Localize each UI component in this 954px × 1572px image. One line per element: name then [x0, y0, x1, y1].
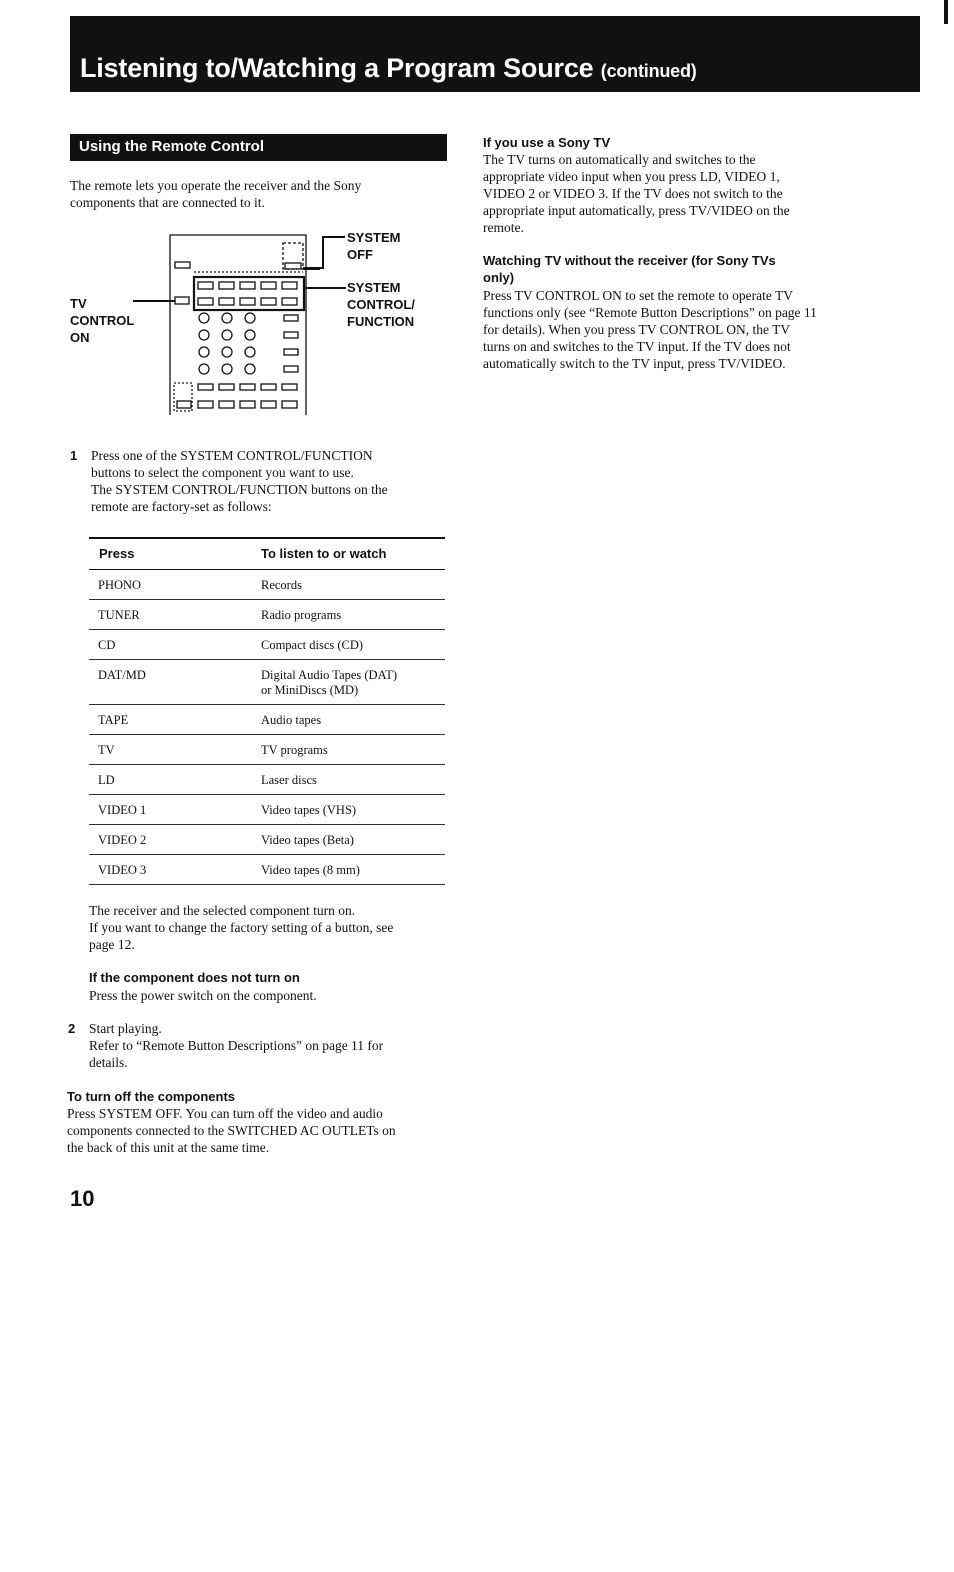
table-cell-watch — [261, 743, 328, 758]
system-off-label — [347, 229, 400, 263]
text-line: If you want to change the factory setting of a button, see — [89, 920, 394, 935]
system-off-callout-vertical — [322, 236, 324, 269]
table-cell-press: TV — [98, 743, 115, 757]
table-header-press: Press — [99, 546, 135, 561]
table-cell-watch-line: Video tapes (8 mm) — [261, 863, 360, 877]
remote-control-diagram — [160, 225, 320, 420]
table-cell-press: TAPE — [98, 713, 129, 727]
table-row — [89, 855, 445, 885]
label-line: TV — [70, 296, 87, 311]
table-cell-watch-line: Video tapes (Beta) — [261, 833, 354, 847]
turn-off-heading: To turn off the components — [67, 1089, 236, 1104]
table-row — [89, 795, 445, 825]
text-line: VIDEO 2 or VIDEO 3. If the TV does not switch to the — [483, 186, 783, 201]
table-cell-watch-line: Radio programs — [261, 608, 342, 622]
table-cell-watch — [261, 638, 363, 653]
step-line: Refer to “Remote Button Descriptions” on page 11 for — [89, 1038, 384, 1053]
label-line: OFF — [347, 247, 373, 262]
table-row — [89, 630, 445, 660]
label-line: CONTROL — [70, 313, 135, 328]
table-row — [89, 735, 445, 765]
intro-paragraph — [70, 177, 361, 211]
system-control-label — [347, 279, 415, 330]
table-cell-watch-line: Laser discs — [261, 773, 317, 787]
step-line: Press one of the SYSTEM CONTROL/FUNCTION — [91, 448, 373, 463]
text-line: appropriate input automatically, press TV/VIDEO on the — [483, 203, 790, 218]
table-cell-watch-line: Digital Audio Tapes (DAT) — [261, 668, 398, 682]
text-line: automatically switch to the TV input, press TV/VIDEO. — [483, 356, 786, 371]
table-cell-press: LD — [98, 773, 115, 787]
text-line: turns on and switches to the TV input. If the TV does not — [483, 339, 791, 354]
table-cell-press: VIDEO 3 — [98, 863, 147, 877]
tv-control-button — [175, 297, 189, 304]
text-line: The receiver and the selected component turn on. — [89, 903, 356, 918]
step-2-number: 2 — [68, 1021, 76, 1036]
label-line: SYSTEM — [347, 230, 401, 245]
text-line: Press TV CONTROL ON to set the remote to operate TV — [483, 288, 793, 303]
table-cell-watch — [261, 668, 397, 698]
step-line: details. — [89, 1055, 128, 1070]
label-line: SYSTEM — [347, 280, 401, 295]
table-cell-press: DAT/MD — [98, 668, 146, 682]
table-cell-press: VIDEO 2 — [98, 833, 147, 847]
table-cell-watch — [261, 803, 356, 818]
table-cell-watch — [261, 773, 317, 788]
table-row — [89, 660, 445, 705]
table-row — [89, 825, 445, 855]
table-cell-watch — [261, 833, 354, 848]
sony-tv-text — [483, 151, 790, 236]
table-cell-watch — [261, 863, 360, 878]
table-cell-watch-line: or MiniDiscs (MD) — [261, 683, 359, 697]
label-line: FUNCTION — [347, 314, 415, 329]
page-title — [80, 53, 697, 84]
system-off-button — [285, 263, 301, 269]
tv-control-label — [70, 295, 134, 346]
table-cell-press: TUNER — [98, 608, 140, 622]
header-bar — [70, 16, 920, 92]
label-line: CONTROL/ — [347, 297, 415, 312]
label-line: ON — [70, 330, 90, 345]
sony-tv-heading: If you use a Sony TV — [483, 135, 611, 150]
table-row — [89, 705, 445, 735]
table-row — [89, 600, 445, 630]
turn-off-text — [67, 1105, 396, 1156]
text-line: Press SYSTEM OFF. You can turn off the video and audio — [67, 1106, 383, 1121]
table-row — [89, 765, 445, 795]
text-line: remote. — [483, 220, 524, 235]
step-line: Start playing. — [89, 1021, 162, 1036]
edge-mark — [944, 0, 948, 24]
table-cell-press: CD — [98, 638, 116, 652]
text-line: the back of this unit at the same time. — [67, 1140, 270, 1155]
table-cell-press: PHONO — [98, 578, 142, 592]
section-heading-text: Using the Remote Control — [79, 138, 265, 155]
table-cell-watch-line: Video tapes (VHS) — [261, 803, 357, 817]
intro-line: components that are connected to it. — [70, 195, 265, 210]
text-line: components connected to the SWITCHED AC OUTLETs on — [67, 1123, 396, 1138]
step-line: buttons to select the component you want to use. — [91, 465, 354, 480]
remote-button — [175, 262, 190, 268]
text-line: appropriate video input when you press LD, VIDEO 1, — [483, 169, 780, 184]
table-cell-watch-line: Audio tapes — [261, 713, 322, 727]
step-line: remote are factory-set as follows: — [91, 499, 272, 514]
table-row — [89, 570, 445, 600]
table-cell-watch-line: TV programs — [261, 743, 328, 757]
step-2-text — [89, 1020, 383, 1071]
watching-tv-heading — [483, 252, 776, 286]
system-off-area — [283, 243, 303, 269]
heading-line: Watching TV without the receiver (for Sony TVs — [483, 253, 776, 268]
text-line: for details). When you press TV CONTROL ON, the TV — [483, 322, 791, 337]
system-off-callout-bottom — [303, 267, 324, 269]
watching-tv-text — [483, 287, 817, 372]
table-cell-press: VIDEO 1 — [98, 803, 147, 817]
page-number: 10 — [70, 1186, 95, 1211]
step-1-text — [91, 447, 388, 515]
table-cell-watch — [261, 608, 341, 623]
after-table-text — [89, 902, 393, 953]
page-title-continued: (continued) — [600, 61, 697, 81]
table-cell-watch-line: Compact discs (CD) — [261, 638, 364, 652]
table-cell-watch — [261, 578, 302, 593]
table-cell-watch — [261, 713, 321, 728]
function-table — [89, 537, 445, 885]
step-1-number: 1 — [70, 448, 78, 463]
not-turn-on-text — [89, 987, 317, 1004]
table-cell-watch-line: Records — [261, 578, 302, 592]
text-line: functions only (see “Remote Button Descriptions” on page 11 — [483, 305, 817, 320]
tv-control-callout — [133, 300, 175, 302]
system-off-callout-top — [323, 236, 345, 238]
page-title-text: Listening to/Watching a Program Source — [80, 53, 594, 83]
not-turn-on-heading: If the component does not turn on — [89, 970, 300, 985]
text-line: page 12. — [89, 937, 135, 952]
step-line: The SYSTEM CONTROL/FUNCTION buttons on the — [91, 482, 388, 497]
table-header — [89, 537, 445, 570]
heading-line: only) — [483, 270, 515, 285]
table-body — [89, 570, 445, 885]
system-control-callout — [304, 287, 346, 289]
intro-line: The remote lets you operate the receiver and the Sony — [70, 178, 362, 193]
text-line: Press the power switch on the component. — [89, 988, 317, 1003]
text-line: The TV turns on automatically and switches to the — [483, 152, 756, 167]
section-heading — [70, 134, 447, 161]
table-header-watch: To listen to or watch — [261, 546, 387, 561]
